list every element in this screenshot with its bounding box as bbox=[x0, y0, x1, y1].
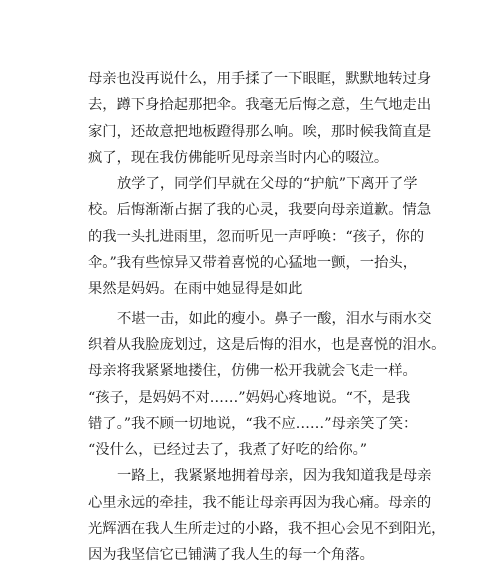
text-line: “孩子，是妈妈不对……”妈妈心疼地说。“不，是我 bbox=[88, 389, 411, 406]
text-line: “没什么，已经过去了，我煮了好吃的给你。” bbox=[88, 442, 368, 459]
text-line: 果然是妈妈。在雨中她显得是如此 bbox=[88, 281, 303, 298]
text-line: 家门，还故意把地板蹬得那么响。唉，那时候我简直是 bbox=[88, 123, 432, 140]
paragraph-2 bbox=[88, 171, 432, 302]
text-line: 疯了，现在我仿佛能听见母亲当时内心的啜泣。 bbox=[88, 149, 389, 166]
text-line: 去，蹲下身拾起那把伞。我毫无后悔之意，生气地走出 bbox=[88, 97, 432, 114]
text-line: 伞。”我有些惊异又带着喜悦的心猛地一颤，一抬头， bbox=[88, 255, 417, 272]
article-body bbox=[88, 66, 446, 569]
text-line: 放学了，同学们早就在父母的“护航”下离开了学 bbox=[117, 176, 418, 193]
text-line: 母亲也没再说什么，用手揉了一下眼眶，默默地转过身 bbox=[88, 71, 432, 87]
text-line: 织着从我脸庞划过，这是后悔的泪水，也是喜悦的泪水。 bbox=[88, 336, 446, 353]
text-line: 因为我坚信它已铺满了我人生的每一个角落。 bbox=[88, 547, 374, 564]
text-line: 光辉洒在我人生所走过的小路，我不担心会见不到阳光， bbox=[88, 521, 446, 538]
text-line: 心里永远的牵挂，我不能让母亲再因为我心痛。母亲的 bbox=[88, 494, 432, 511]
text-line: 不堪一击，如此的瘦小。鼻子一酸，泪水与雨水交 bbox=[117, 310, 432, 327]
text-line: 一路上，我紧紧地拥着母亲，因为我知道我是母亲 bbox=[117, 468, 432, 485]
text-line: 校。后悔渐渐占据了我的心灵，我要向母亲道歉。情急 bbox=[88, 202, 432, 219]
paragraph-1 bbox=[88, 66, 432, 171]
text-line: 的我一头扎进雨里，忽而听见一声呼唤：“孩子，你的 bbox=[88, 228, 425, 245]
text-line: 错了。”我不顾一切地说，“我不应……”母亲笑了笑： bbox=[88, 415, 418, 432]
text-line: 母亲将我紧紧地搂住，仿佛一松开我就会飞走一样。 bbox=[88, 363, 417, 380]
paragraph-4 bbox=[88, 463, 446, 568]
paragraph-3 bbox=[88, 306, 446, 464]
